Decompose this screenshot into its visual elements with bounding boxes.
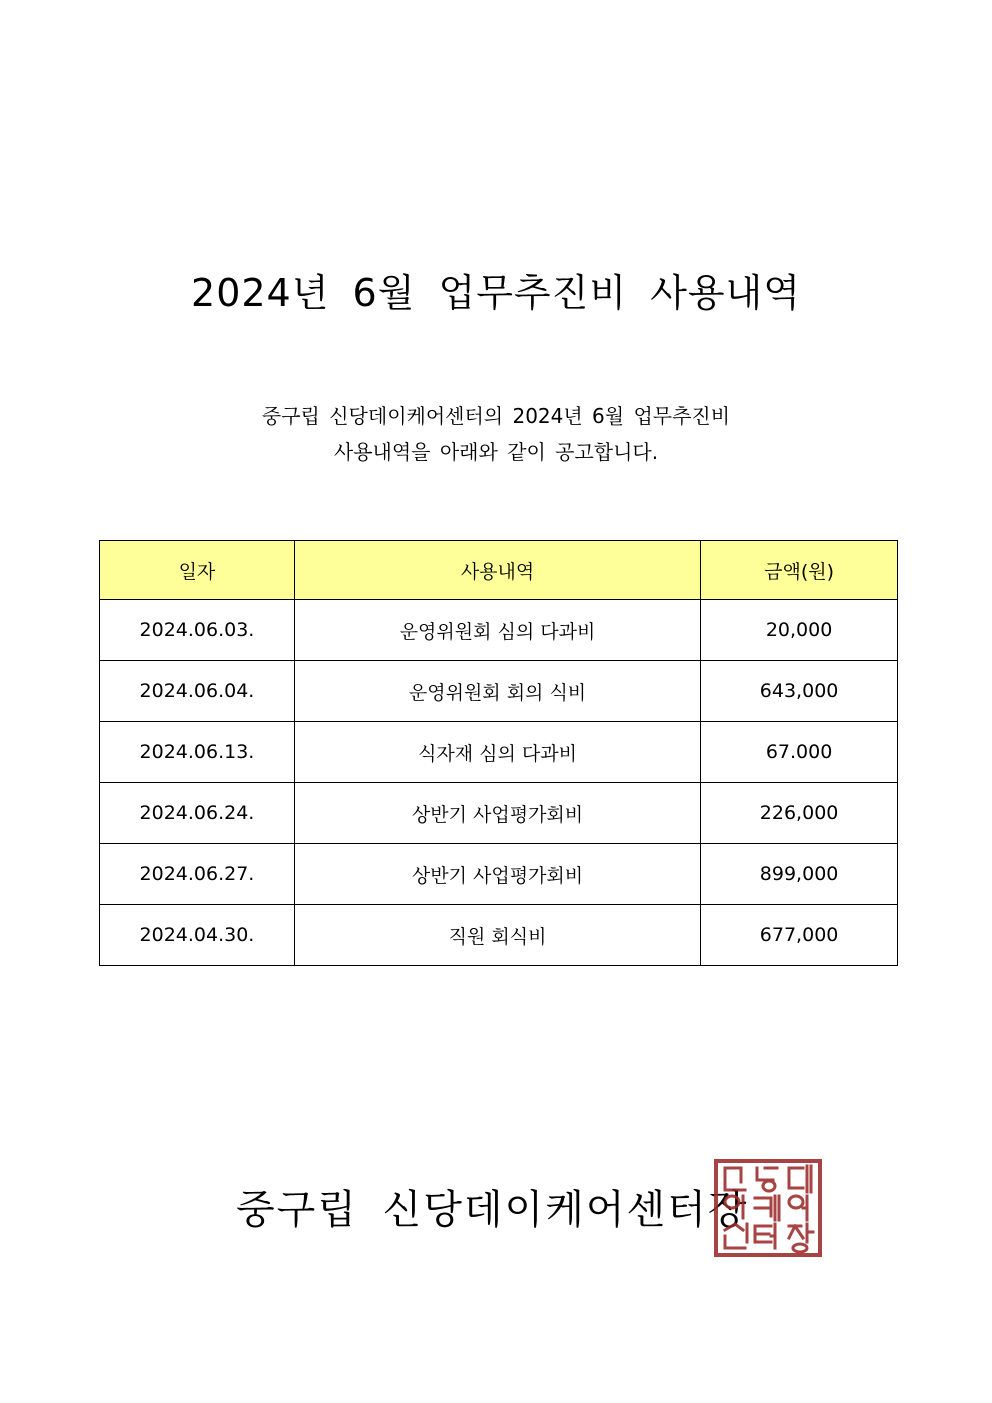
seal-glyph: [755, 1196, 779, 1220]
cell-amount: 67.000: [701, 722, 898, 783]
expense-table: [99, 540, 898, 966]
seal-glyph: [789, 1196, 807, 1220]
seal-glyph: [725, 1196, 743, 1218]
seal-glyph: [757, 1168, 777, 1191]
cell-amount: 677,000: [701, 905, 898, 966]
table-row: [100, 661, 898, 722]
cell-date: 2024.04.30.: [100, 905, 295, 966]
cell-description: 직원 회식비: [294, 905, 700, 966]
seal-glyph: [755, 1224, 775, 1248]
header-date: 일자: [100, 541, 295, 600]
seal-glyph: [789, 1224, 813, 1252]
seal-glyph: [725, 1168, 745, 1190]
cell-date: 2024.06.27.: [100, 844, 295, 905]
table-row: [100, 722, 898, 783]
cell-description: 상반기 사업평가회비: [294, 783, 700, 844]
official-seal-stamp: [713, 1158, 823, 1258]
table-row: [100, 905, 898, 966]
seal-glyph: [789, 1166, 811, 1192]
cell-amount: 899,000: [701, 844, 898, 905]
cell-date: 2024.06.13.: [100, 722, 295, 783]
cell-amount: 20,000: [701, 600, 898, 661]
table-row: [100, 600, 898, 661]
intro-line-2: 사용내역을 아래와 같이 공고합니다.: [333, 440, 659, 464]
cell-description: 상반기 사업평가회비: [294, 844, 700, 905]
document-title: 2024년 6월 업무추진비 사용내역: [191, 271, 801, 315]
cell-amount: 226,000: [701, 783, 898, 844]
table-row: [100, 844, 898, 905]
header-amount: 금액(원): [701, 541, 898, 600]
intro-paragraph: [0, 398, 992, 470]
cell-description: 운영위원회 심의 다과비: [294, 600, 700, 661]
intro-line-1: 중구립 신당데이케어센터의 2024년 6월 업무추진비: [261, 404, 731, 428]
table-row: [100, 783, 898, 844]
cell-date: 2024.06.03.: [100, 600, 295, 661]
seal-glyph: [725, 1224, 747, 1248]
header-description: 사용내역: [294, 541, 700, 600]
cell-description: 운영위원회 회의 식비: [294, 661, 700, 722]
signer-name: 중구립 신당데이케어센터장: [236, 1187, 749, 1233]
cell-date: 2024.06.04.: [100, 661, 295, 722]
table-header-row: [100, 541, 898, 600]
cell-date: 2024.06.24.: [100, 783, 295, 844]
cell-amount: 643,000: [701, 661, 898, 722]
cell-description: 식자재 심의 다과비: [294, 722, 700, 783]
